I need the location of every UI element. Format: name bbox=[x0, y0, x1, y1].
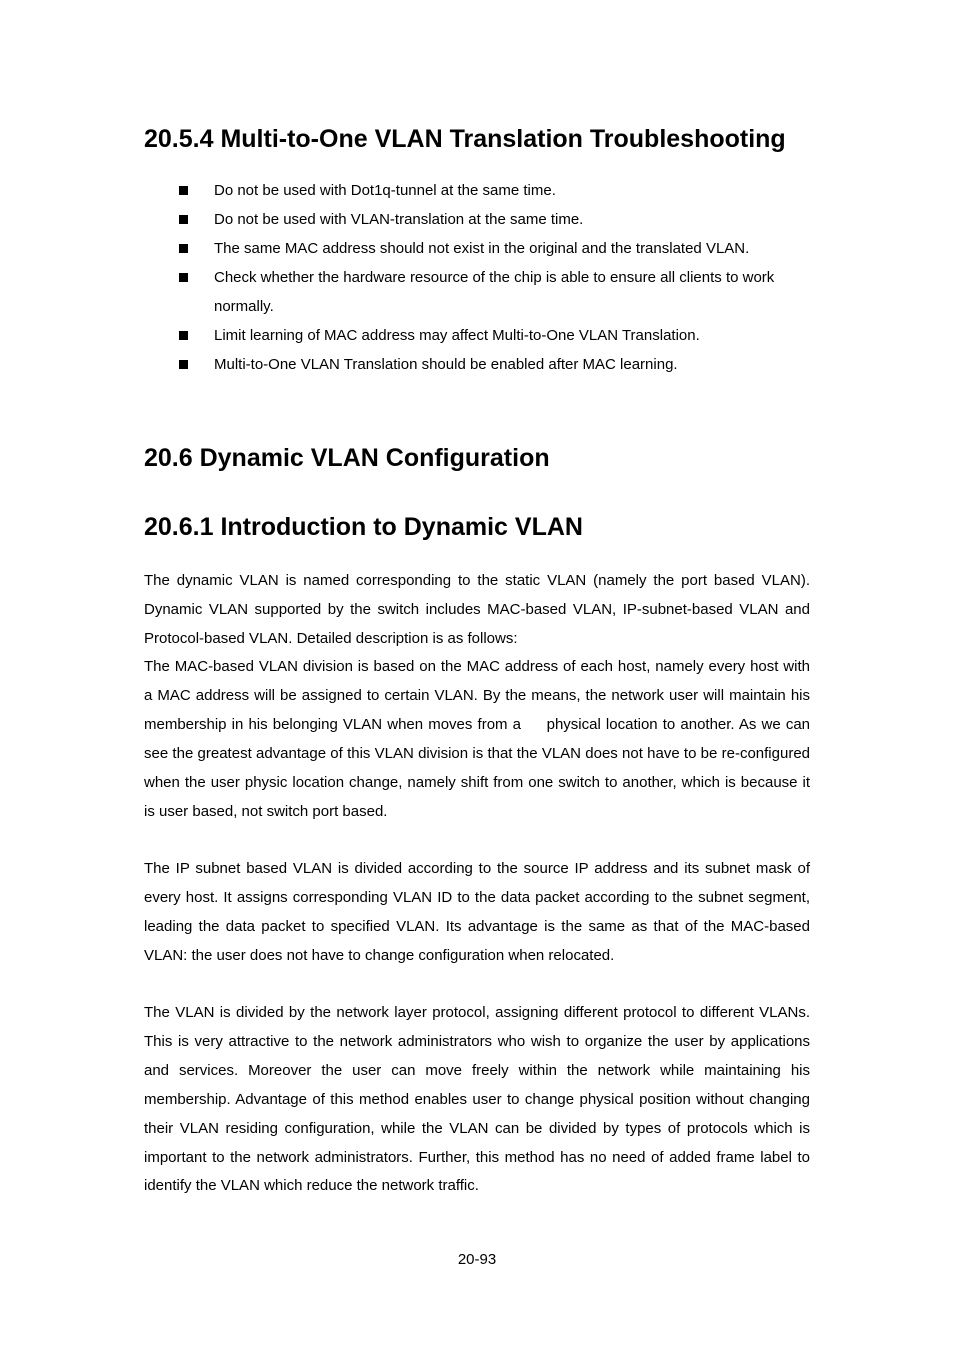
bullet-text: Check whether the hardware resource of the chip is able to ensure all clients to work normally. bbox=[214, 269, 775, 315]
square-bullet-icon bbox=[179, 331, 188, 340]
page-number: 20-93 bbox=[457, 1251, 497, 1268]
bullet-text: Multi-to-One VLAN Translation should be enabled after MAC learning. bbox=[214, 356, 678, 373]
paragraph-protocol-vlan: The VLAN is divided by the network layer protocol, assigning different protocol to different VLANs. This is very attractive to the network administrators who wish to organize the user by applications and services. Moreover the user can move freely within the network while maintaining his membership. Advantage of this method enables user to change physical position without changing their VLAN residing configuration, while the VLAN can be divided by types of protocols which is important to the network administrators. Further, this method has no need of added frame label to identify the VLAN which reduce the network traffic. bbox=[144, 1004, 810, 1195]
paragraph-ip-subnet-vlan: The IP subnet based VLAN is divided according to the source IP address and its subnet mask of every host. It assigns corresponding VLAN ID to the data packet according to the subnet segment, leading the data packet to specified VLAN. Its advantage is the same as that of the MAC-based VLAN: the user does not have to change configuration when relocated. bbox=[144, 860, 810, 964]
section-heading-20-5-4: 20.5.4 Multi-to-One VLAN Translation Troubleshooting bbox=[144, 125, 786, 153]
paragraph-mac-based-vlan: The MAC-based VLAN division is based on the MAC address of each host, namely every host with a MAC address will be assigned to certain VLAN. By the means, the network user will maintain his membership in his belonging VLAN when moves from a physical location to another. As we can see the greatest advantage of this VLAN division is that the VLAN does not have to be re-configured when the user physic location change, namely shift from one switch to another, which is because it is user based, not switch port based. bbox=[144, 658, 810, 820]
bullet-item bbox=[144, 205, 810, 234]
bullet-item bbox=[144, 321, 810, 350]
square-bullet-icon bbox=[179, 360, 188, 369]
square-bullet-icon bbox=[179, 215, 188, 224]
square-bullet-icon bbox=[179, 186, 188, 195]
bullet-item bbox=[144, 350, 810, 379]
troubleshooting-bullet-list bbox=[144, 176, 810, 379]
bullet-text: Do not be used with Dot1q-tunnel at the same time. bbox=[214, 182, 556, 199]
bullet-item bbox=[144, 263, 810, 321]
bullet-item bbox=[144, 234, 810, 263]
section-heading-20-6-1: 20.6.1 Introduction to Dynamic VLAN bbox=[144, 513, 583, 541]
square-bullet-icon bbox=[179, 273, 188, 282]
bullet-text: Limit learning of MAC address may affect Multi-to-One VLAN Translation. bbox=[214, 327, 700, 344]
paragraph-intro: The dynamic VLAN is named corresponding to the static VLAN (namely the port based VLAN). Dynamic VLAN supported by the switch includes MAC-based VLAN, IP-subnet-based VLAN and Protocol-based VLAN. Detailed description is as follows: bbox=[144, 572, 810, 647]
bullet-item bbox=[144, 176, 810, 205]
bullet-text: The same MAC address should not exist in the original and the translated VLAN. bbox=[214, 240, 750, 257]
bullet-text: Do not be used with VLAN-translation at the same time. bbox=[214, 211, 584, 228]
section-heading-20-6: 20.6 Dynamic VLAN Configuration bbox=[144, 444, 550, 472]
square-bullet-icon bbox=[179, 244, 188, 253]
